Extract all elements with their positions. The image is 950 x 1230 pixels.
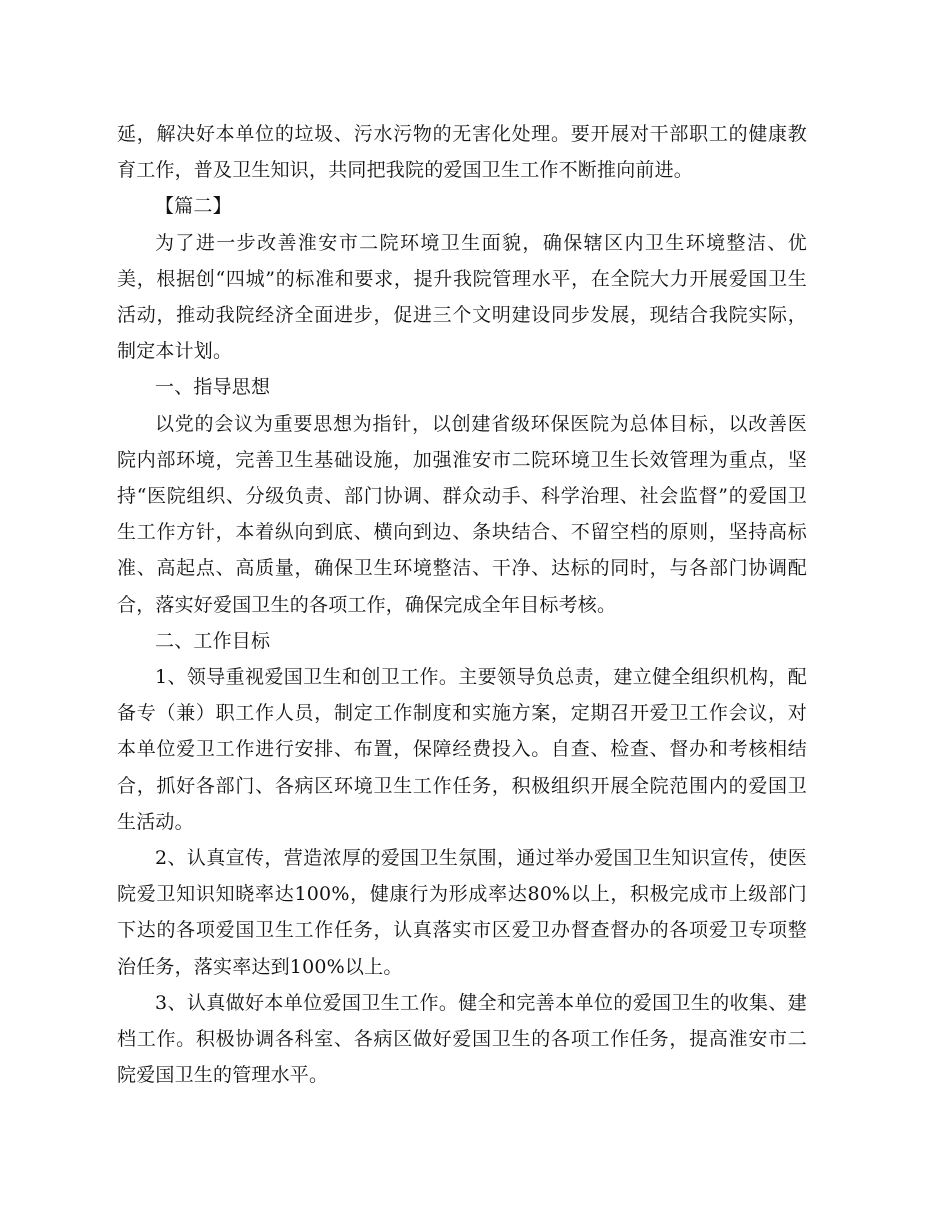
paragraph-goal-1: 1、领导重视爱国卫生和创卫工作。主要领导负总责，建立健全组织机构，配备专（兼）职工作人员，制定工作制度和实施方案，定期召开爱卫工作会议，对本单位爱卫工作进行安排、布置，保障经费投入。自查、检查、督办和考核相结合，抓好各部门、各病区环境卫生工作任务，积极组织开展全院范围内的爱国卫生活动。 xyxy=(117,666,807,833)
section-heading-guiding-ideology: 一、指导思想 xyxy=(155,376,271,399)
paragraph-continuation: 延，解决好本单位的垃圾、污水污物的无害化处理。要开展对干部职工的健康教育工作，普及卫生知识，共同把我院的爱国卫生工作不断推向前进。 xyxy=(117,123,807,182)
section-label: 【篇二】 xyxy=(155,195,232,218)
paragraph-guiding-ideology: 以党的会议为重要思想为指针，以创建省级环保医院为总体目标，以改善医院内部环境，完善卫生基础设施，加强淮安市二院环境卫生长效管理为重点，坚持“医院组织、分级负责、部门协调、群众动手、科学治理、社会监督”的爱国卫生工作方针，本着纵向到底、横向到边、条块结合、不留空档的原则，坚持高标准、高起点、高质量，确保卫生环境整洁、干净、达标的同时，与各部门协调配合，落实好爱国卫生的各项工作，确保完成全年目标考核。 xyxy=(117,412,807,616)
section-heading-work-goals: 二、工作目标 xyxy=(155,629,271,652)
paragraph-intro: 为了进一步改善淮安市二院环境卫生面貌，确保辖区内卫生环境整洁、优美，根据创“四城”的标准和要求，提升我院管理水平，在全院大力开展爱国卫生活动，推动我院经济全面进步，促进三个文明建设同步发展，现结合我院实际，制定本计划。 xyxy=(117,231,807,363)
paragraph-goal-2: 2、认真宣传，营造浓厚的爱国卫生氛围，通过举办爱国卫生知识宣传，使医院爱卫知识知晓率达100%，健康行为形成率达80%以上，积极完成市上级部门下达的各项爱国卫生工作任务，认真落实市区爱卫办督查督办的各项爱卫专项整治任务，落实率达到100%以上。 xyxy=(117,847,807,978)
document-body xyxy=(117,116,807,1093)
paragraph-goal-3: 3、认真做好本单位爱国卫生工作。健全和完善本单位的爱国卫生的收集、建档工作。积极协调各科室、各病区做好爱国卫生的各项工作任务，提高淮安市二院爱国卫生的管理水平。 xyxy=(117,991,807,1087)
